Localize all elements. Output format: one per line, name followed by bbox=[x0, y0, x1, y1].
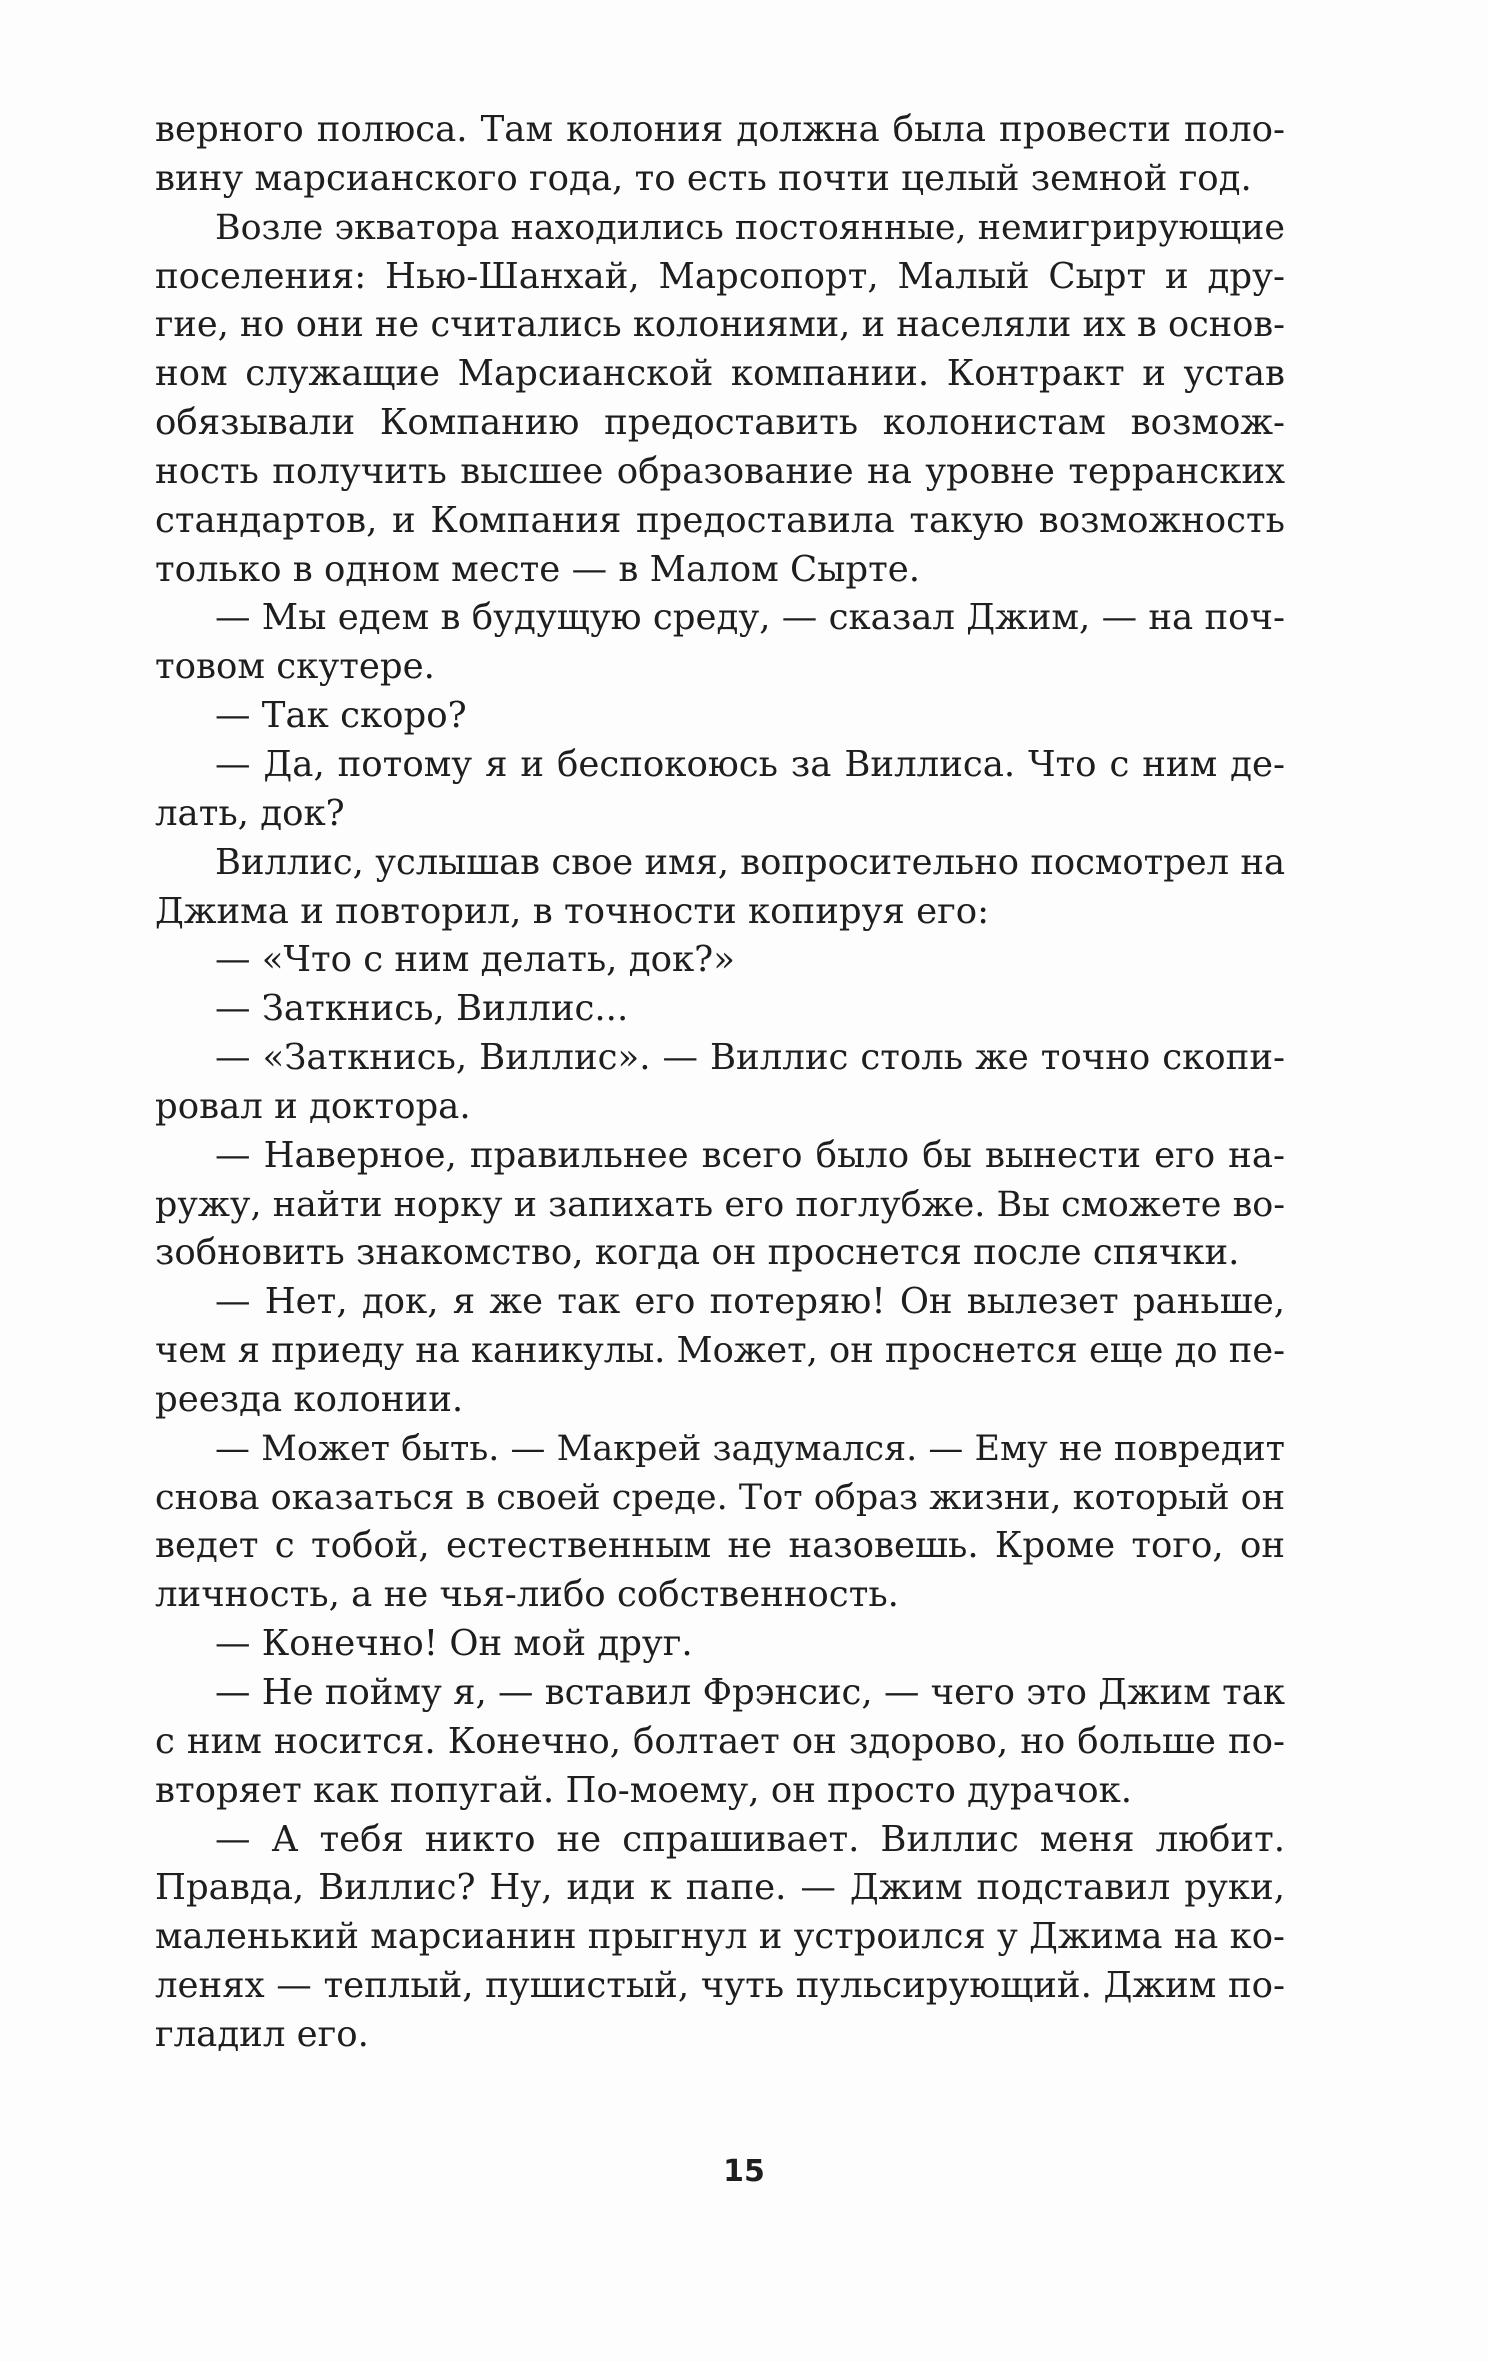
text-line: Виллис, услышав свое имя, вопросительно посмотрел на bbox=[215, 841, 1285, 883]
text-line: Джима и повторил, в точности копируя его: bbox=[155, 890, 990, 932]
body-text bbox=[155, 106, 1285, 2060]
text-line: реезда колонии. bbox=[155, 1378, 464, 1420]
text-line: поселения: Нью-Шанхай, Марсопорт, Малый Сырт и дру- bbox=[155, 255, 1285, 297]
text-line: — Может быть. — Макрей задумался. — Ему не повредит bbox=[215, 1428, 1285, 1469]
text-line: обязывали Компанию предоставить колонистам возмож- bbox=[155, 402, 1285, 444]
text-line: лать, док? bbox=[155, 792, 345, 834]
text-line: вину марсианского года, то есть почти целый земной год. bbox=[155, 157, 1252, 199]
text-line: ленях — теплый, пушистый, чуть пульсирующий. Джим по- bbox=[155, 1965, 1285, 2007]
text-line: верного полюса. Там колония должна была провести поло- bbox=[155, 109, 1285, 150]
text-line: ном служащие Марсианской компании. Контракт и устав bbox=[155, 353, 1285, 395]
text-line: снова оказаться в своей среде. Тот образ жизни, который он bbox=[155, 1477, 1285, 1518]
text-line: — Наверное, правильнее всего было бы вынести его на- bbox=[215, 1134, 1285, 1176]
text-line: Возле экватора находились постоянные, немигрирующие bbox=[215, 207, 1285, 248]
text-line: — Так скоро? bbox=[215, 695, 467, 737]
text-line: гладил его. bbox=[155, 2013, 369, 2055]
text-line: — «Что с ним делать, док?» bbox=[215, 939, 735, 981]
text-line: ровал и доктора. bbox=[155, 1085, 471, 1127]
text-line: чем я приеду на каникулы. Может, он проснется еще до пе- bbox=[155, 1330, 1285, 1372]
text-line: личность, а не чья-либо собственность. bbox=[155, 1574, 899, 1616]
page-number: 15 bbox=[723, 2154, 765, 2189]
text-line: гие, но они не считались колониями, и населяли их в основ- bbox=[155, 304, 1285, 346]
text-line: маленький марсианин прыгнул и устроился у Джима на ко- bbox=[155, 1916, 1285, 1958]
text-line: ведет с тобой, естественным не назовешь. Кроме того, он bbox=[155, 1525, 1285, 1567]
text-line: товом скутере. bbox=[155, 646, 435, 688]
text-line: — Не пойму я, — вставил Фрэнсис, — чего это Джим так bbox=[215, 1672, 1285, 1713]
text-line: ружу, найти норку и запихать его поглубже. Вы сможете во- bbox=[155, 1184, 1285, 1225]
text-line: зобновить знакомство, когда он проснется после спячки. bbox=[155, 1232, 1240, 1274]
text-line: только в одном месте — в Малом Сырте. bbox=[155, 548, 921, 590]
text-line: — Заткнись, Виллис... bbox=[215, 988, 629, 1030]
text-line: — Нет, док, я же так его потеряю! Он вылезет раньше, bbox=[215, 1281, 1285, 1323]
text-line: ность получить высшее образование на уровне терранских bbox=[155, 450, 1285, 492]
text-line: с ним носится. Конечно, болтает он здорово, но больше по- bbox=[155, 1720, 1285, 1762]
text-line: Правда, Виллис? Ну, иди к папе. — Джим подставил руки, bbox=[155, 1867, 1285, 1909]
text-line: — Мы едем в будущую среду, — сказал Джим, — на поч- bbox=[215, 597, 1285, 639]
text-line: стандартов, и Компания предоставила такую возможность bbox=[155, 499, 1285, 541]
text-line: вторяет как попугай. По-моему, он просто дурачок. bbox=[155, 1769, 1133, 1811]
text-line: — «Заткнись, Виллис». — Виллис столь же точно скопи- bbox=[215, 1037, 1285, 1079]
text-line: — Да, потому я и беспокоюсь за Виллиса. Что с ним де- bbox=[215, 743, 1285, 785]
text-line: — А тебя никто не спрашивает. Виллис меня любит. bbox=[215, 1818, 1285, 1860]
text-line: — Конечно! Он мой друг. bbox=[215, 1623, 693, 1665]
